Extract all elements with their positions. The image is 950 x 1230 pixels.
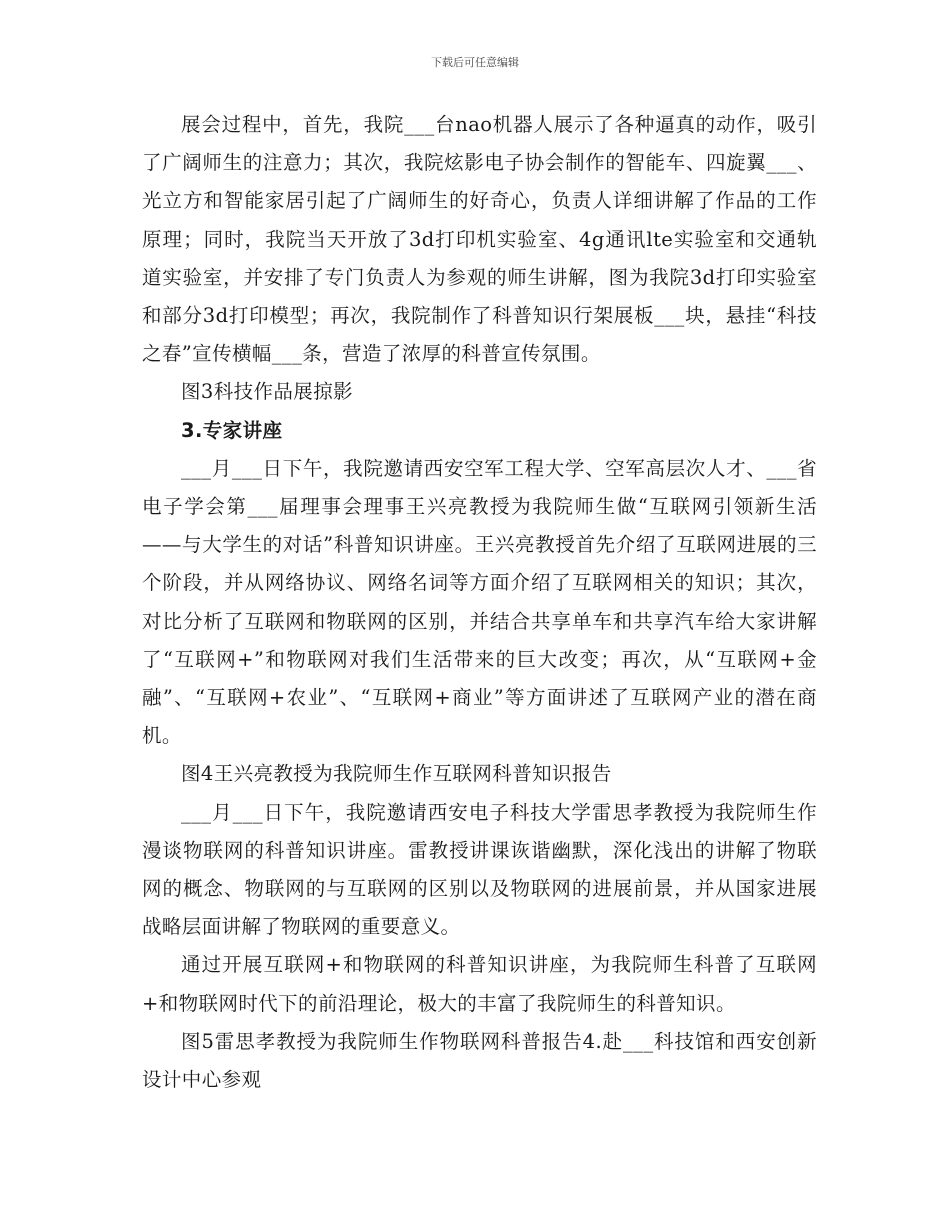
figure-caption-5: 图5雷思孝教授为我院师生作物联网科普报告4.赴___科技馆和西安创新设计中心参观 xyxy=(142,1029,817,1092)
page-header: 下载后可任意编辑 xyxy=(431,56,519,69)
figure-caption-3: 图3科技作品展掠影 xyxy=(181,380,354,404)
paragraph-lecture-wang: ___月___日下午，我院邀请西安空军工程大学、空军高层次人才、___省电子学会第___届理事会理事王兴亮教授为我院师生做“互联网引领新生活——与大学生的对话”科普知识讲座。王兴亮教授首先介绍了互联网进展的三个阶段，并从网络协议、网络名词等方面介绍了互联网相关的知识；其次，对比分析了互联网和物联网的区别，并结合共享单车和共享汽车给大家讲解了“互联网+”和物联网对我们生活带来的巨大改变；再次，从“互联网+金融”、“互联网+农业”、“互联网+商业”等方面讲述了互联网产业的潜在商机。 xyxy=(142,456,817,748)
paragraph-lecture-lei: ___月___日下午，我院邀请西安电子科技大学雷思孝教授为我院师生作漫谈物联网的科普知识讲座。雷教授讲课诙谐幽默，深化浅出的讲解了物联网的概念、物联网的与互联网的区别以及物联网的进展前景，并从国家进展战略层面讲解了物联网的重要意义。 xyxy=(142,800,817,939)
section-heading-expert-lectures: 3.专家讲座 xyxy=(181,418,283,442)
paragraph-exhibition: 展会过程中，首先，我院___台nao机器人展示了各种逼真的动作，吸引了广阔师生的注意力；其次，我院炫影电子协会制作的智能车、四旋翼___、光立方和智能家居引起了广阔师生的好奇心，负责人详细讲解了作品的工作原理；同时，我院当天开放了3d打印机实验室、4g通讯lte实验室和交通轨道实验室，并安排了专门负责人为参观的师生讲解，图为我院3d打印实验室和部分3d打印模型；再次，我院制作了科普知识行架展板___块，悬挂“科技之春”宣传横幅___条，营造了浓厚的科普宣传氛围。 xyxy=(142,113,817,366)
paragraph-summary: 通过开展互联网+和物联网的科普知识讲座，为我院师生科普了互联网+和物联网时代下的前沿理论，极大的丰富了我院师生的科普知识。 xyxy=(142,953,817,1015)
figure-caption-4: 图4王兴亮教授为我院师生作互联网科普知识报告 xyxy=(181,762,612,786)
document-body xyxy=(142,106,817,1099)
